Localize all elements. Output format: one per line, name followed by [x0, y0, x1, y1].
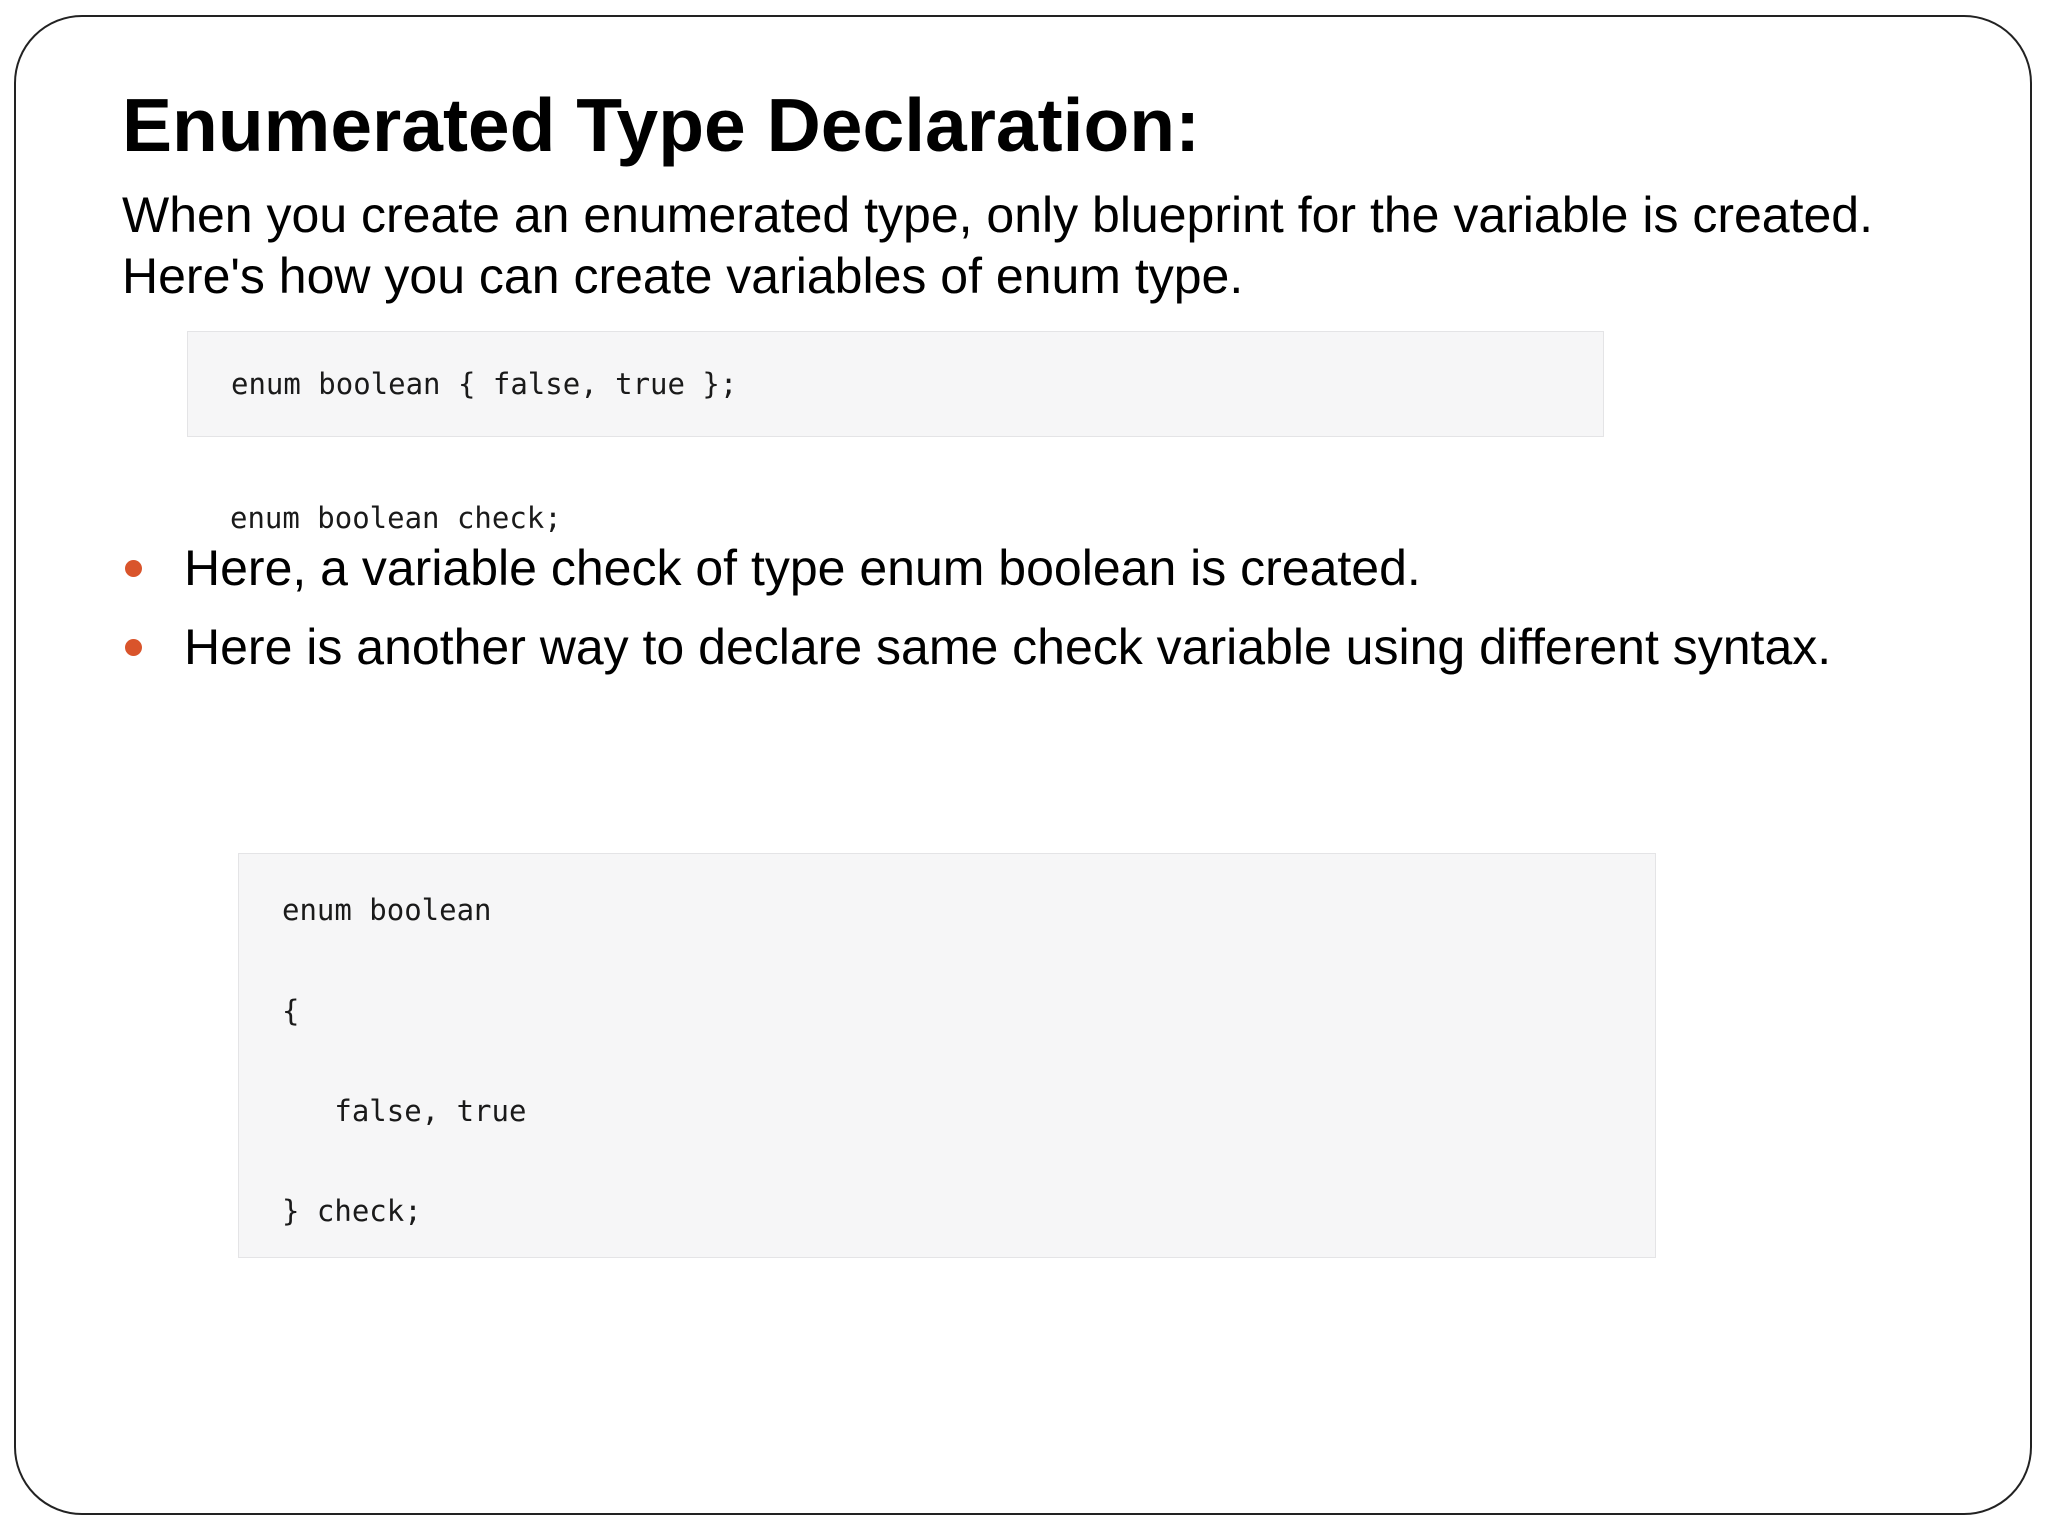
slide-title: Enumerated Type Declaration:	[122, 83, 1201, 167]
bullet-text: Here, a variable check of type enum boolean is created.	[184, 540, 1421, 596]
code-line: enum boolean { false, true };	[231, 367, 738, 401]
code-block-declaration	[187, 331, 1604, 437]
intro-line-1: When you create an enumerated type, only blueprint for the variable is created.	[122, 187, 1874, 243]
bullet-list	[122, 537, 1831, 695]
bullet-dot-icon	[125, 639, 142, 656]
code-line: {	[282, 994, 300, 1028]
code-line: enum boolean	[282, 893, 492, 927]
code-line-variable: enum boolean check;	[230, 501, 562, 535]
bullet-item	[122, 537, 1831, 599]
bullet-item	[122, 616, 1831, 678]
intro-line-2: Here's how you can create variables of enum type.	[122, 248, 1244, 304]
bullet-text: Here is another way to declare same check variable using different syntax.	[184, 619, 1832, 675]
intro-paragraph	[122, 185, 1873, 307]
code-line: false, true	[282, 1094, 527, 1128]
slide-frame	[14, 15, 2032, 1515]
code-block-alternate-syntax	[238, 853, 1656, 1258]
bullet-dot-icon	[125, 560, 142, 577]
code-line: } check;	[282, 1194, 422, 1228]
